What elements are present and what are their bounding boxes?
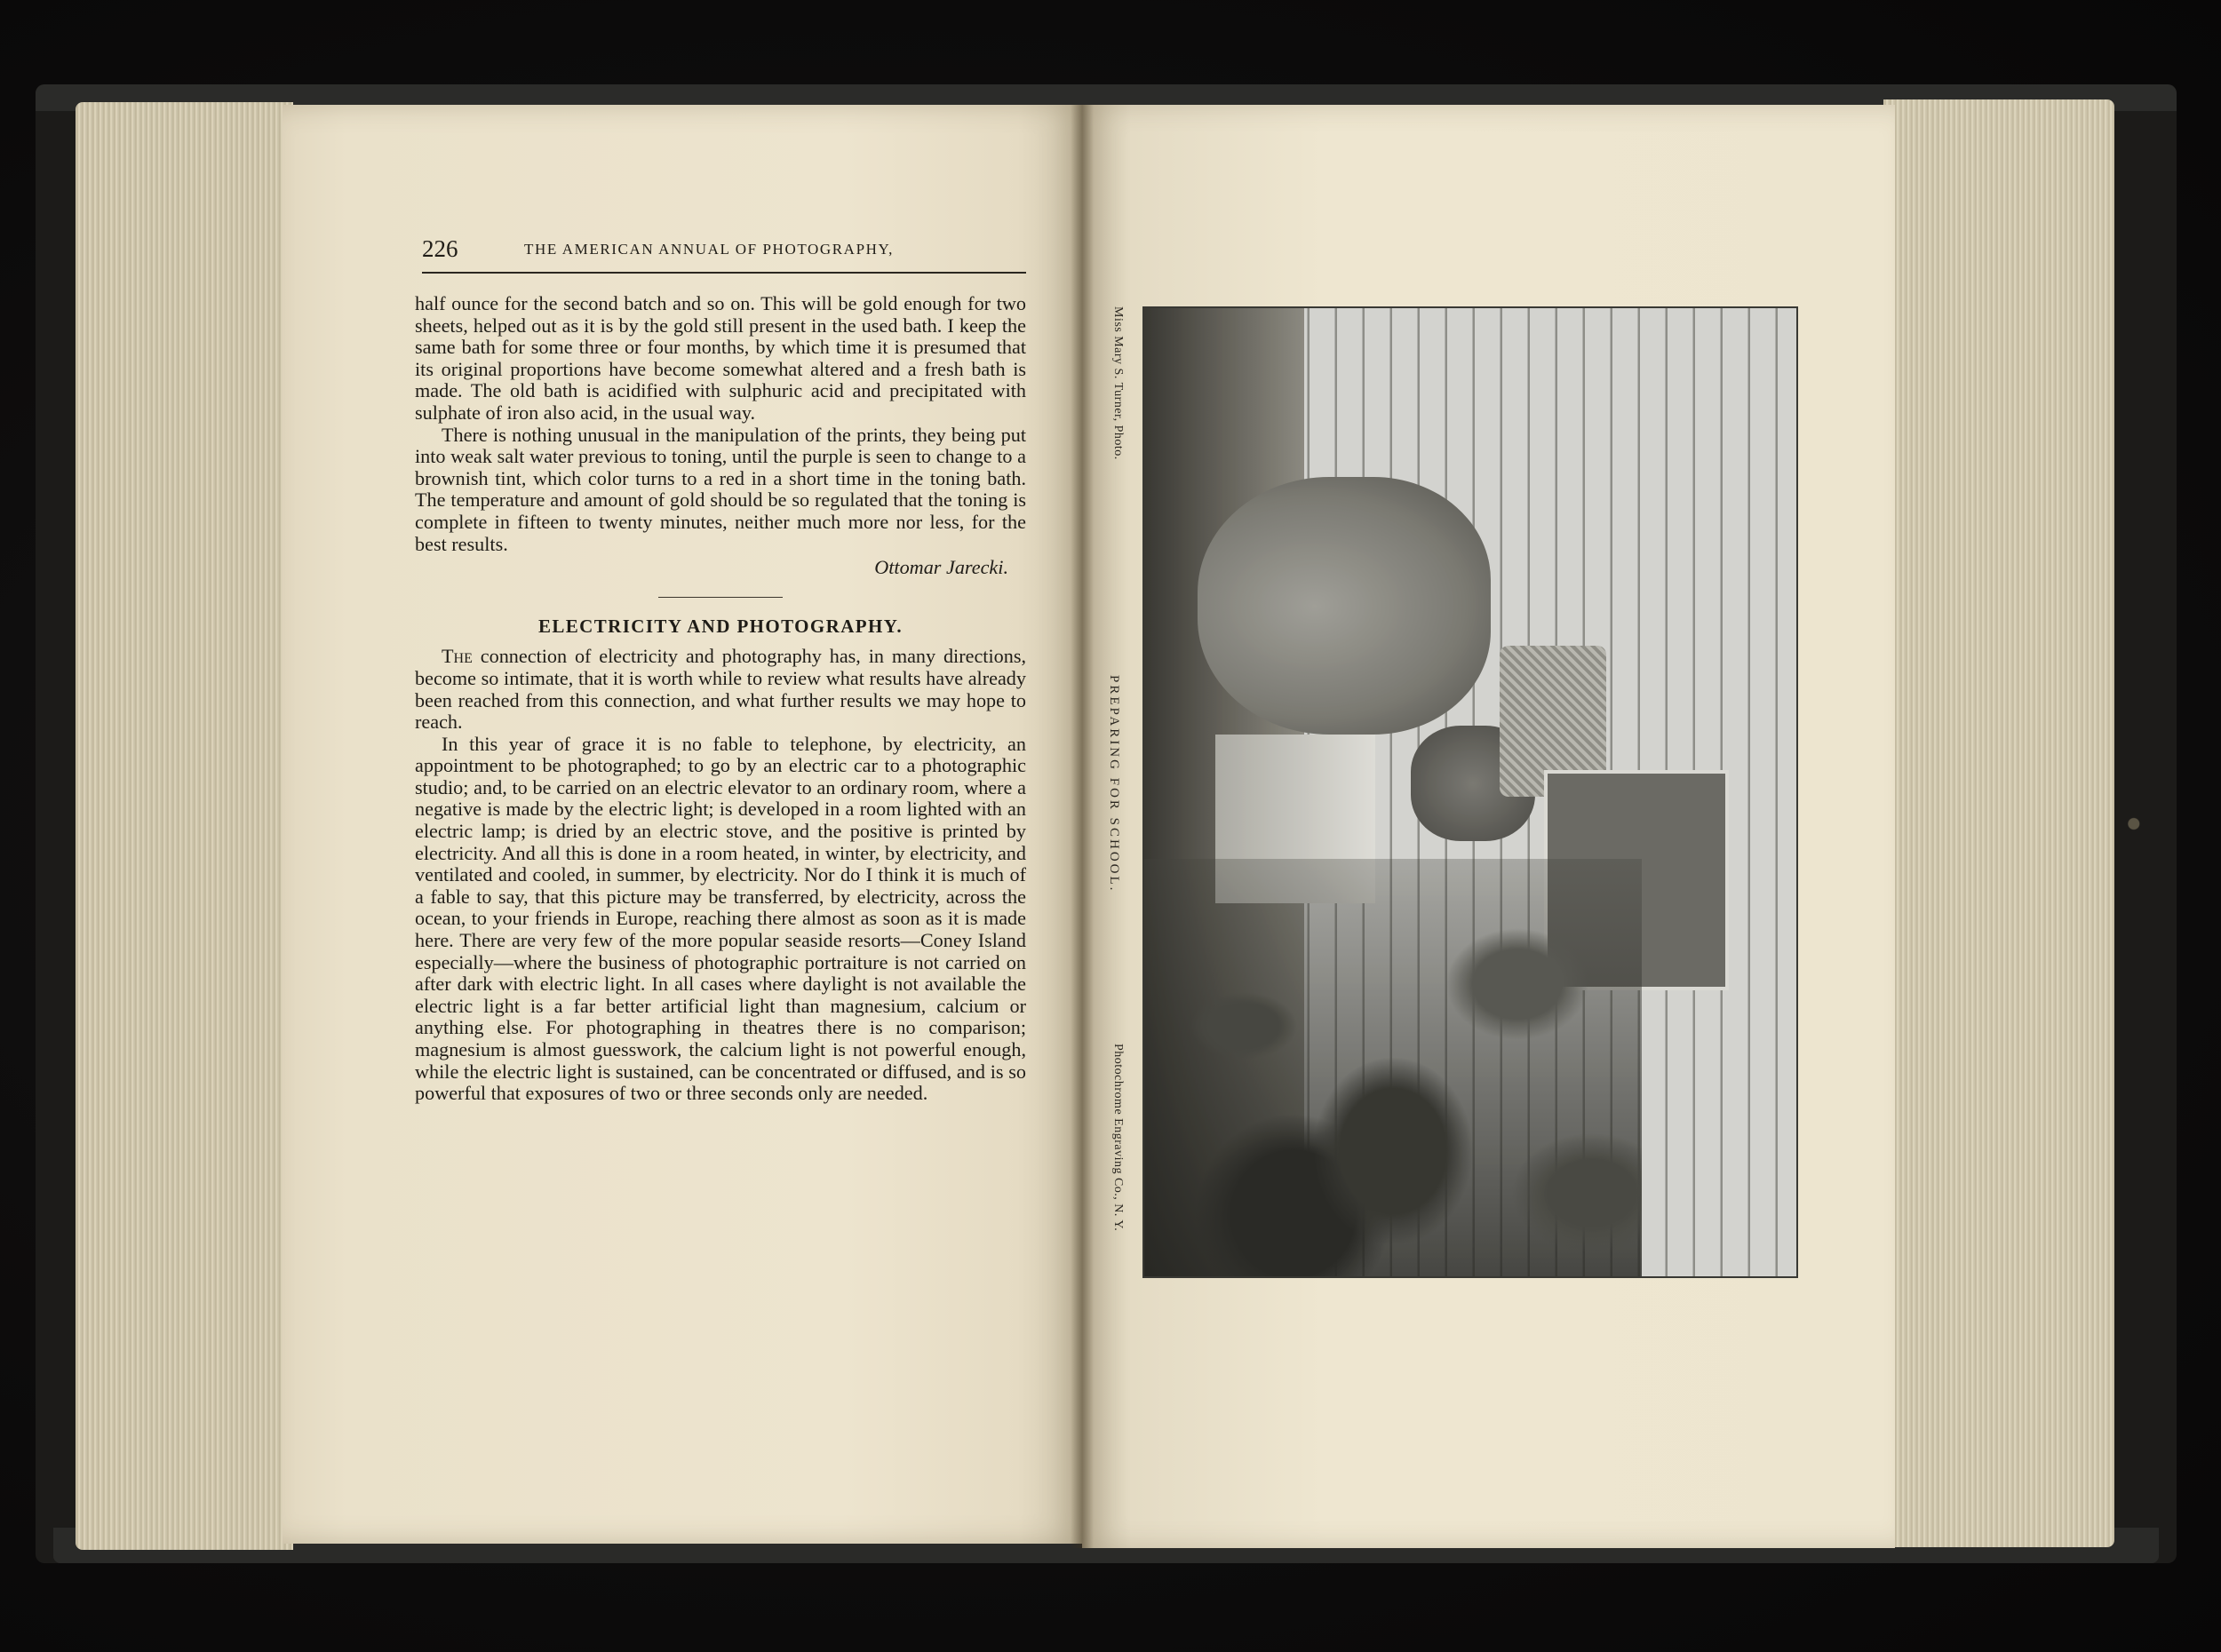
author-signature: Ottomar Jarecki.: [874, 556, 1008, 579]
left-page-text: [415, 293, 1026, 1105]
engraver-credit: Photochrome Engraving Co., N. Y.: [1111, 1044, 1125, 1232]
paragraph: [415, 646, 1026, 733]
header-rule: [422, 272, 1026, 274]
section-heading: ELECTRICITY AND PHOTOGRAPHY.: [537, 615, 904, 637]
running-head: [422, 235, 1026, 271]
paragraph-text: connection of electricity and photography has, in many directions, become so intimate, that it is worth while to review what results have already been reached from this connection, and what further results we may hope to reach.: [415, 645, 1027, 734]
page-number: 226: [422, 235, 458, 262]
plate-caption: PREPARING FOR SCHOOL.: [1107, 675, 1121, 894]
photograph-plate: [1142, 306, 1798, 1278]
photographer-credit: Miss Mary S. Turner, Photo.: [1111, 306, 1125, 460]
lead-word: The: [442, 645, 473, 668]
book-gutter: [1071, 105, 1094, 1548]
running-title: THE AMERICAN ANNUAL OF PHOTOGRAPHY,: [524, 241, 895, 258]
right-page-edges: [1883, 99, 2114, 1547]
left-page-edges: [76, 102, 293, 1550]
garden-bushes: [1144, 859, 1642, 1276]
seated-figures: [1198, 477, 1491, 735]
paragraph: There is nothing unusual in the manipulation of the prints, they being put into weak salt water previous to toning, until the purple is seen to change to a brownish tint, which color turns to a red in a short time in the toning bath. The temperature and amount of gold should be so regulated that the toning is complete in fifteen to twenty minutes, neither much more nor less, for the best results.: [415, 423, 1026, 555]
section-divider: [658, 597, 783, 598]
paragraph: half ounce for the second batch and so on. This will be gold enough for two sheets, helped out as it is by the gold still present in the used bath. I keep the same bath for some three or four months, by which time it is presumed that its original proportions have become somewhat altered and a fresh bath is made. The old bath is acidified with sulphuric acid and precipitated with sulphate of iron also acid, in the usual way.: [415, 292, 1026, 424]
paragraph: In this year of grace it is no fable to telephone, by electricity, an appointment to be photographed; to go by an electric car to a photographic studio; and, to be carried on an electric elevator to an ordinary room, where a negative is made by the electric light; is developed in a room lighted with an electric lamp; is dried by an electric stove, and the positive is printed by electricity. And all this is done in a room heated, in winter, by electricity, and ventilated and cooled, in summer, by electricity. Nor do I think it is much of a fable to say, that this picture may be transferred, by electricity, across the ocean, to your friends in Europe, reaching there almost as soon as it is made here. There are very few of the more popular seaside resorts—Coney Island especially—where the business of photographic portraiture is not carried on after dark with electric light. In all cases where daylight is not available the electric light is a far better artificial light than magnesium, calcium or anything else. For photographing in theatres there is no comparison; magnesium is almost guesswork, the calcium light is not powerful enough, while the electric light is sustained, can be concentrated or diffused, and is so powerful that exposures of two or three seconds only are needed.: [415, 732, 1026, 1105]
